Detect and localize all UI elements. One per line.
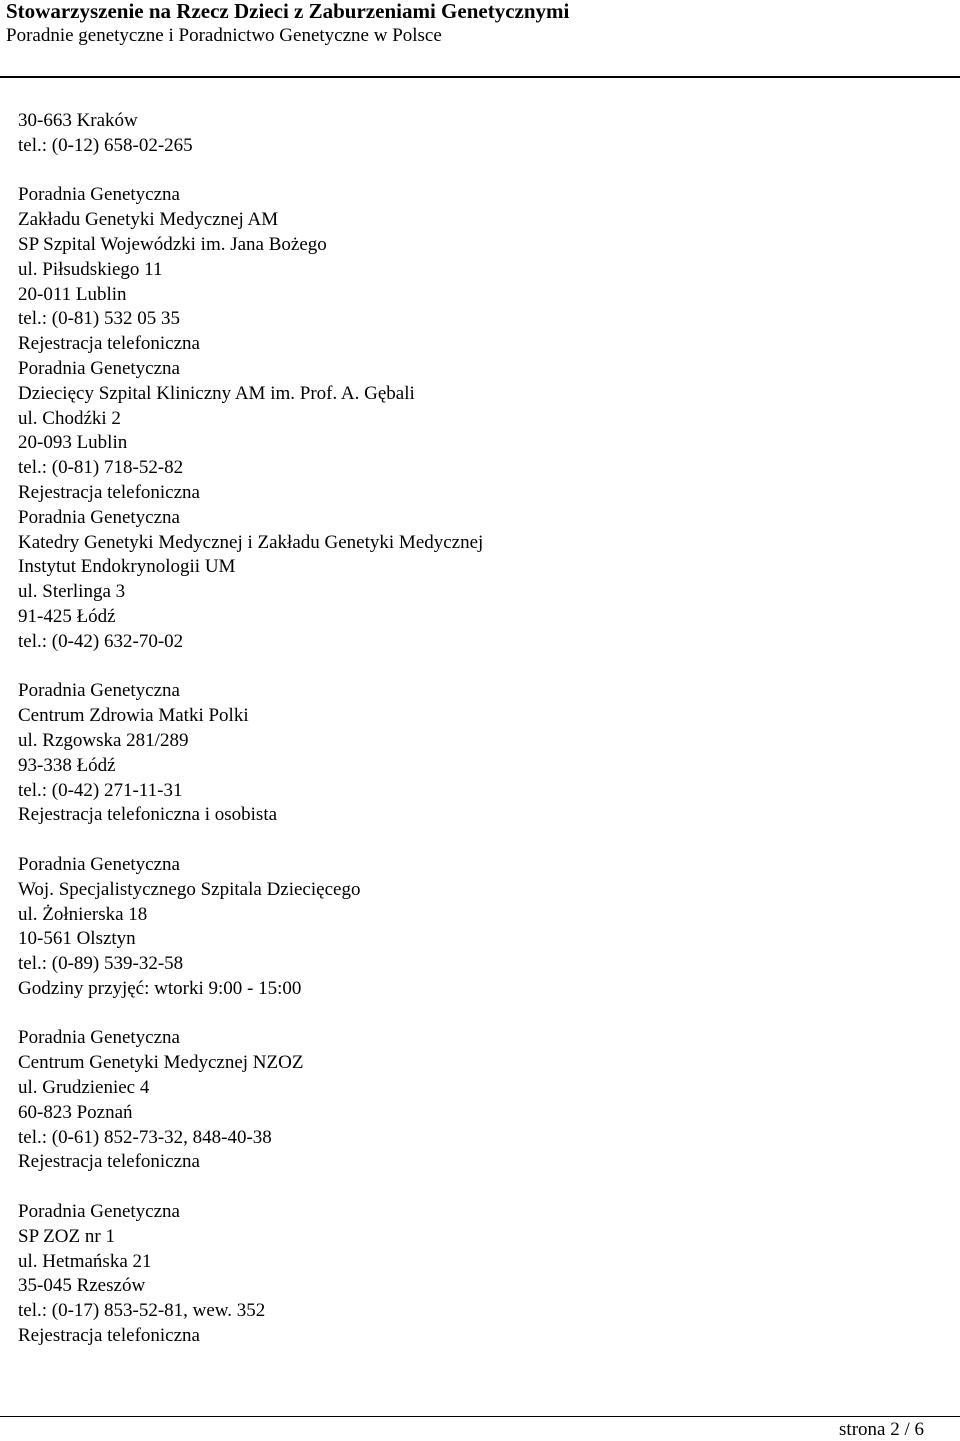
entry-line: tel.: (0-17) 853-52-81, wew. 352 <box>18 1300 266 1322</box>
entry-line: Instytut Endokrynologii UM <box>18 556 236 578</box>
clinic-entry <box>18 183 948 357</box>
entry-line: ul. Hetmańska 21 <box>18 1250 152 1272</box>
entry-line: Rejestracja telefoniczna i osobista <box>18 804 278 826</box>
entry-line: tel.: (0-81) 718-52-82 <box>18 457 184 479</box>
entry-line: Poradnia Genetyczna <box>18 853 180 875</box>
entry-line: Rejestracja telefoniczna <box>18 333 200 355</box>
clinic-entry <box>18 1200 948 1349</box>
entry-line: ul. Piłsudskiego 11 <box>18 258 163 280</box>
clinic-entry <box>18 1026 948 1175</box>
entry-spacer <box>18 159 948 184</box>
entry-line: ul. Żołnierska 18 <box>18 903 148 925</box>
entry-spacer <box>18 828 948 853</box>
entry-line: tel.: (0-12) 658-02-265 <box>18 134 193 156</box>
entry-line: SP Szpital Wojewódzki im. Jana Bożego <box>18 233 327 255</box>
entry-line: ul. Rzgowska 281/289 <box>18 729 189 751</box>
entry-line: ul. Chodźki 2 <box>18 407 121 429</box>
entry-line: Poradnia Genetyczna <box>18 184 180 206</box>
entry-line: tel.: (0-81) 532 05 35 <box>18 308 181 330</box>
entry-line: Rejestracja telefoniczna <box>18 481 200 503</box>
entry-line: 35-045 Rzeszów <box>18 1275 146 1297</box>
entry-line: 20-093 Lublin <box>18 432 128 454</box>
clinic-entry <box>18 109 948 159</box>
entry-line: Rejestracja telefoniczna <box>18 1325 200 1347</box>
entry-line: Woj. Specjalistycznego Szpitala Dziecięcego <box>18 878 361 900</box>
entry-line: Poradnia Genetyczna <box>18 680 180 702</box>
entry-line: 30-663 Kraków <box>18 110 138 131</box>
clinic-entry <box>18 679 948 828</box>
clinic-list <box>18 109 948 1349</box>
entry-line: tel.: (0-42) 271-11-31 <box>18 779 183 801</box>
clinic-entry <box>18 506 948 655</box>
footer-divider <box>0 1416 960 1417</box>
clinic-entry <box>18 853 948 1002</box>
entry-line: Poradnia Genetyczna <box>18 506 180 528</box>
entry-line: tel.: (0-61) 852-73-32, 848-40-38 <box>18 1126 272 1148</box>
page-number: strona 2 / 6 <box>839 1419 924 1440</box>
entry-line: Rejestracja telefoniczna <box>18 1151 200 1173</box>
entry-line: ul. Grudzieniec 4 <box>18 1077 150 1099</box>
entry-line: tel.: (0-42) 632-70-02 <box>18 630 184 652</box>
entry-line: tel.: (0-89) 539-32-58 <box>18 953 184 975</box>
entry-line: Dziecięcy Szpital Kliniczny AM im. Prof. A. Gębali <box>18 382 415 404</box>
entry-line: Poradnia Genetyczna <box>18 1027 180 1049</box>
entry-line: Centrum Genetyki Medycznej NZOZ <box>18 1052 304 1074</box>
entry-line: Centrum Zdrowia Matki Polki <box>18 705 249 727</box>
entry-line: 91-425 Łódź <box>18 605 116 627</box>
entry-spacer <box>18 1175 948 1200</box>
page-header <box>6 0 960 48</box>
entry-line: Poradnia Genetyczna <box>18 1201 180 1223</box>
entry-line: 20-011 Lublin <box>18 283 127 305</box>
entry-line: Zakładu Genetyki Medycznej AM <box>18 209 279 231</box>
document-subtitle: Poradnie genetyczne i Poradnictwo Genetyczne w Polsce <box>6 25 442 46</box>
entry-spacer <box>18 655 948 680</box>
header-divider <box>0 76 960 78</box>
entry-line: 10-561 Olsztyn <box>18 928 136 950</box>
entry-line: 60-823 Poznań <box>18 1101 133 1123</box>
entry-line: Katedry Genetyki Medycznej i Zakładu Genetyki Medycznej <box>18 531 484 553</box>
entry-spacer <box>18 1002 948 1027</box>
organization-title: Stowarzyszenie na Rzecz Dzieci z Zaburzeniami Genetycznymi <box>6 0 570 23</box>
clinic-entry <box>18 357 948 506</box>
entry-line: ul. Sterlinga 3 <box>18 581 126 603</box>
entry-line: 93-338 Łódź <box>18 754 116 776</box>
entry-line: Godziny przyjęć: wtorki 9:00 - 15:00 <box>18 977 302 999</box>
entry-line: SP ZOZ nr 1 <box>18 1225 115 1247</box>
entry-line: Poradnia Genetyczna <box>18 357 180 379</box>
